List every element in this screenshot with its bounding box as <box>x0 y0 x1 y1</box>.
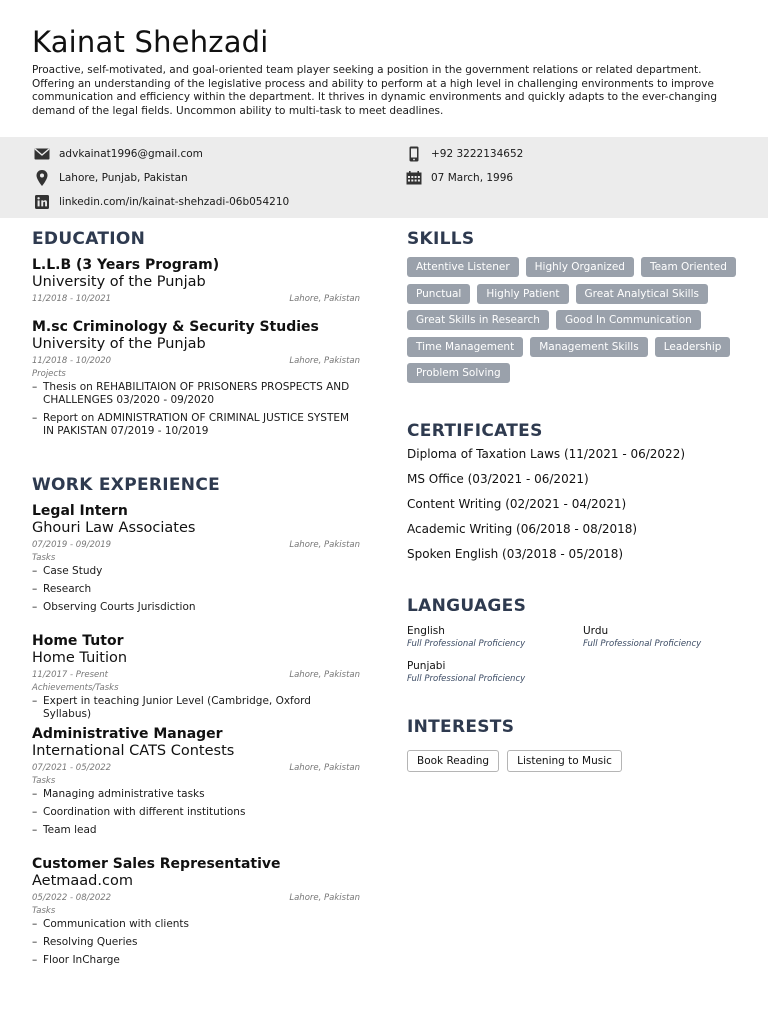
email-icon <box>34 146 50 162</box>
skill-tag: Great Skills in Research <box>407 310 549 330</box>
work-entry <box>32 856 360 972</box>
candidate-name: Kainat Shehzadi <box>32 25 269 59</box>
entry-dates: 11/2018 - 10/2020 <box>32 356 112 366</box>
list-item: – Floor InCharge <box>32 954 360 967</box>
work-entry <box>32 633 360 726</box>
certificate-item: Content Writing (02/2021 - 04/2021) <box>407 497 627 511</box>
entry-meta <box>32 353 360 367</box>
entry-location: Lahore, Pakistan <box>289 540 360 550</box>
company-name: Home Tuition <box>32 650 128 666</box>
list-item: – Resolving Queries <box>32 936 360 949</box>
linkedin-icon <box>34 194 50 210</box>
contact-linkedin[interactable] <box>34 194 289 210</box>
list-item: – Observing Courts Jurisdiction <box>32 601 360 614</box>
tasks-list <box>32 695 360 721</box>
tasks-list <box>32 918 360 967</box>
tasks-label: Achievements/Tasks <box>32 683 119 693</box>
language-level: Full Professional Proficiency <box>407 639 526 649</box>
work-experience-heading: WORK EXPERIENCE <box>32 475 221 495</box>
skill-tag: Team Oriented <box>641 257 736 277</box>
resume-header <box>32 22 732 118</box>
language-level: Full Professional Proficiency <box>583 639 702 649</box>
degree-title: M.sc Criminology & Security Studies <box>32 319 319 335</box>
entry-dates: 07/2019 - 09/2019 <box>32 540 112 550</box>
work-entry <box>32 726 360 842</box>
skill-tag: Punctual <box>407 284 470 304</box>
tasks-list <box>32 788 360 837</box>
projects-list <box>32 381 360 438</box>
list-item: – Report on ADMINISTRATION OF CRIMINAL JUSTICE SYSTEM IN PAKISTAN 07/2019 - 10/2019 <box>32 412 360 438</box>
company-name: Ghouri Law Associates <box>32 520 196 536</box>
languages-heading: LANGUAGES <box>407 596 527 616</box>
entry-dates: 07/2021 - 05/2022 <box>32 763 112 773</box>
skill-tag: Leadership <box>655 337 731 357</box>
list-item: – Coordination with different institutions <box>32 806 360 819</box>
contact-phone[interactable] <box>406 146 523 162</box>
school-name: University of the Punjab <box>32 336 206 352</box>
job-title: Customer Sales Representative <box>32 856 281 872</box>
location-pin-icon <box>34 170 50 186</box>
entry-location: Lahore, Pakistan <box>289 763 360 773</box>
language-name: English <box>407 625 445 637</box>
entry-dates: 05/2022 - 08/2022 <box>32 893 112 903</box>
entry-dates: 11/2017 - Present <box>32 670 109 680</box>
skill-tag: Problem Solving <box>407 363 510 383</box>
certificate-item: Spoken English (03/2018 - 05/2018) <box>407 547 624 561</box>
skill-tag: Good In Communication <box>556 310 701 330</box>
certificates-list <box>407 446 685 571</box>
list-item: – Managing administrative tasks <box>32 788 360 801</box>
language-level: Full Professional Proficiency <box>407 674 526 684</box>
entry-meta <box>32 760 360 774</box>
skill-tag: Highly Patient <box>477 284 568 304</box>
interests-heading: INTERESTS <box>407 717 515 737</box>
linkedin-text: linkedin.com/in/kainat-shehzadi-06b054210 <box>59 196 290 208</box>
list-item: – Research <box>32 583 360 596</box>
skill-tag: Great Analytical Skills <box>576 284 708 304</box>
contact-birthdate <box>406 170 513 186</box>
education-entry <box>32 319 360 443</box>
list-item: – Thesis on REHABILITAION OF PRISONERS PROSPECTS AND CHALLENGES 03/2020 - 09/2020 <box>32 381 360 407</box>
interest-tag: Listening to Music <box>507 750 622 772</box>
interest-tag: Book Reading <box>407 750 499 772</box>
skills-heading: SKILLS <box>407 229 475 249</box>
entry-location: Lahore, Pakistan <box>289 356 360 366</box>
language-item <box>583 625 701 651</box>
profile-summary: Proactive, self-motivated, and goal-oriented team player seeking a position in the government relations or related department. Offering an understanding of the legislative process and ability to perform at a high level in challenging environments to improve communication and efficiency within the department. It thrives in dynamic environments and quickly adapts to the ever-changing demand of the legal fields. Uncommon ability to multi-task to meet deadlines. <box>32 64 717 117</box>
email-text: advkainat1996@gmail.com <box>59 148 203 160</box>
projects-label: Projects <box>32 369 66 379</box>
school-name: University of the Punjab <box>32 274 206 290</box>
contact-location <box>34 170 188 186</box>
list-item: – Team lead <box>32 824 360 837</box>
language-item <box>407 660 525 686</box>
language-name: Punjabi <box>407 660 446 672</box>
education-heading: EDUCATION <box>32 229 146 249</box>
tasks-list <box>32 565 360 614</box>
job-title: Home Tutor <box>32 633 124 649</box>
list-item: – Case Study <box>32 565 360 578</box>
skill-tag: Time Management <box>407 337 523 357</box>
entry-meta <box>32 537 360 551</box>
list-item: – Communication with clients <box>32 918 360 931</box>
interests-tags <box>407 750 630 772</box>
list-item: – Expert in teaching Junior Level (Cambridge, Oxford Syllabus) <box>32 695 360 721</box>
skill-tag: Attentive Listener <box>407 257 519 277</box>
certificate-item: Diploma of Taxation Laws (11/2021 - 06/2022) <box>407 447 686 461</box>
education-entry <box>32 257 360 305</box>
tasks-label: Tasks <box>32 906 56 916</box>
entry-location: Lahore, Pakistan <box>289 294 360 304</box>
contact-bar <box>0 137 768 218</box>
birthdate-text: 07 March, 1996 <box>431 172 514 184</box>
job-title: Legal Intern <box>32 503 128 519</box>
location-text: Lahore, Punjab, Pakistan <box>59 172 188 184</box>
skill-tag: Highly Organized <box>526 257 634 277</box>
certificates-heading: CERTIFICATES <box>407 421 543 441</box>
phone-icon <box>406 146 422 162</box>
company-name: Aetmaad.com <box>32 873 133 889</box>
calendar-icon <box>406 170 422 186</box>
phone-text: +92 3222134652 <box>431 148 524 160</box>
language-item <box>407 625 525 651</box>
skill-tag: Management Skills <box>530 337 647 357</box>
entry-dates: 11/2018 - 10/2021 <box>32 294 112 304</box>
entry-meta <box>32 667 360 681</box>
skills-tags <box>407 257 747 390</box>
company-name: International CATS Contests <box>32 743 235 759</box>
entry-location: Lahore, Pakistan <box>289 670 360 680</box>
language-name: Urdu <box>583 625 609 637</box>
work-entry <box>32 503 360 619</box>
entry-location: Lahore, Pakistan <box>289 893 360 903</box>
degree-title: L.L.B (3 Years Program) <box>32 257 220 273</box>
job-title: Administrative Manager <box>32 726 223 742</box>
entry-meta <box>32 291 360 305</box>
certificate-item: Academic Writing (06/2018 - 08/2018) <box>407 522 638 536</box>
entry-meta <box>32 890 360 904</box>
tasks-label: Tasks <box>32 553 56 563</box>
contact-email[interactable] <box>34 146 203 162</box>
tasks-label: Tasks <box>32 776 56 786</box>
certificate-item: MS Office (03/2021 - 06/2021) <box>407 472 589 486</box>
